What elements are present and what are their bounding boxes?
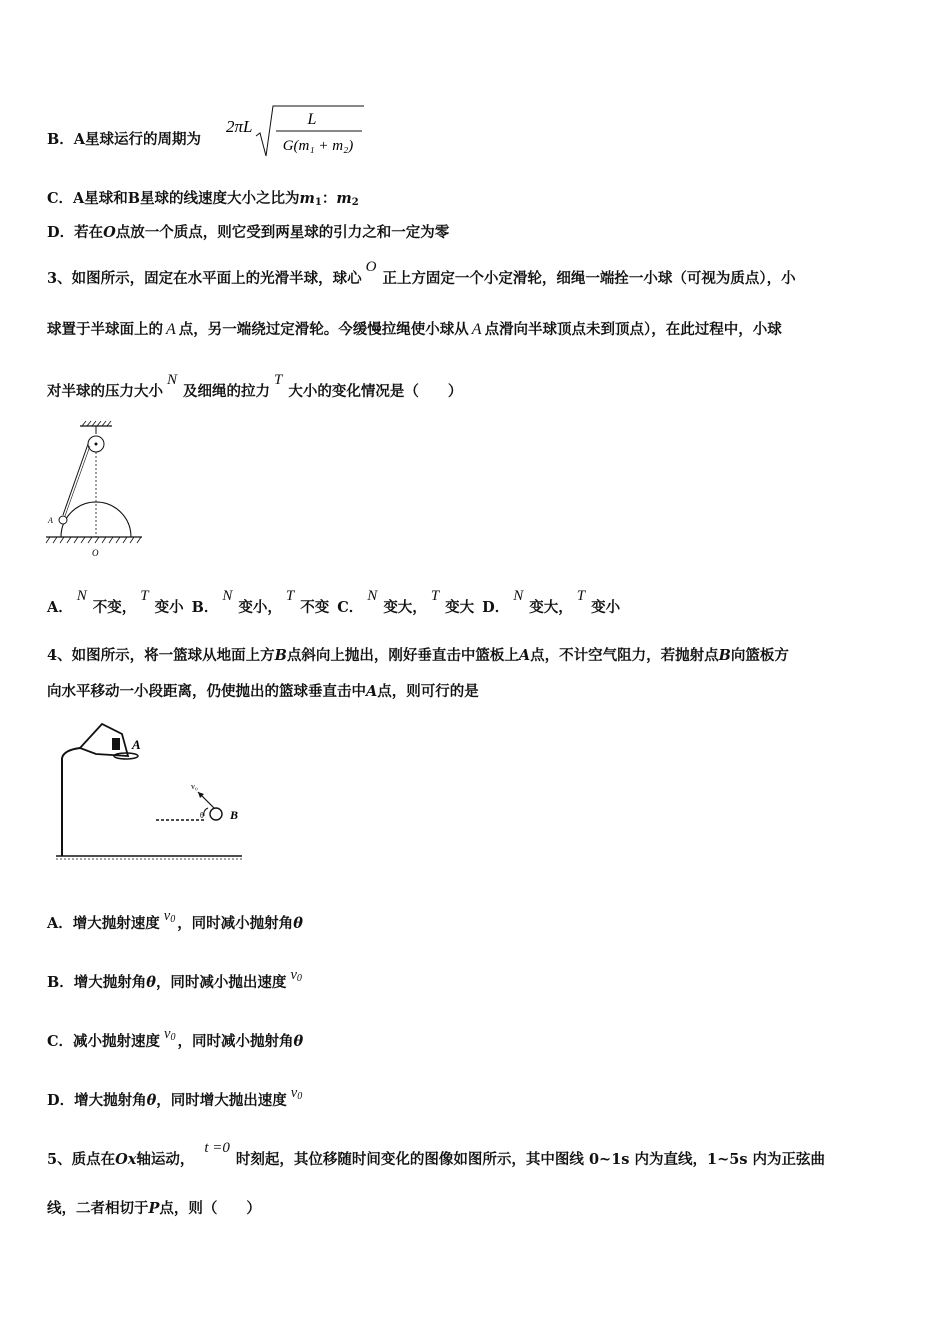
option-b-label: B．A星球运行的周期为 [47,131,202,148]
mass-2: m [336,190,352,207]
q3-hemisphere-figure [44,420,148,560]
option-c-q2 [47,187,359,208]
q4-basketball-figure [46,716,246,866]
option-d-q2 [47,221,449,242]
q4-line-1: 4、如图所示，将一篮球从地面上方B点斜向上抛出，刚好垂直击中篮板上A点，不计空气阻力，若抛射点B向篮板方 [47,647,789,664]
q4-option-a: A．增大抛射速度 $v_0$ ，同时减小抛射角θ [47,908,303,932]
q3-line2-mid: 点，另一端绕过定滑轮。今缓慢拉绳使小球从 [178,321,469,338]
q4-fig-v0: v₀ [191,782,198,791]
q4-line-2: 向水平移动一小段距离，仍使抛出的篮球垂直击中A点，则可行的是 [47,683,479,700]
q3-var-t: T [274,372,283,388]
q3-line2-pre: 球置于半球面上的 [47,321,163,338]
q5-line-1: 5、质点在Ox轴运动，t =0时刻起，其位移随时间变化的图像如图所示，其中图线 0~1s 内为直线，1~5s 内为正弦曲 [47,1140,826,1168]
q3-var-a1: A [166,321,176,338]
q3-option-b: B．N变小，T不变 [191,588,330,616]
option-d-pre: D．若在 [47,224,104,241]
q3-option-c: C．N变大，T变大 [337,588,475,616]
q3-var-n: N [167,372,178,388]
q3-option-d: D．N变大，T变小 [482,588,621,616]
period-formula [226,100,366,160]
small-ball [59,516,67,524]
option-b-q2 [47,128,201,149]
q3-line-2 [47,318,782,339]
q3-var-o: O [365,259,377,275]
q3-line-3 [47,372,463,401]
formula-numerator: L [307,111,317,128]
q4-fig-theta: θ [200,811,204,820]
option-c-text: C．A星球和B星球的线速度大小之比为 [47,190,300,207]
basketball [210,808,222,820]
q3-fig-label-o: O [92,548,99,558]
q4-option-c: C．减小抛射速度 $v_0$ ，同时减小抛射角θ [47,1026,304,1050]
ratio-sep: ： [321,190,337,207]
formula-denominator: G(m₁ + m₂) [282,138,354,154]
backboard [80,724,128,756]
q4-option-d: D．增大抛射角θ，同时增大抛出速度 $v_0$ [47,1085,303,1109]
mass-1-sub: 1 [314,197,322,208]
q3-line3-post: 大小的变化情况是（ ） [288,383,463,400]
q3-option-a: A．N不变，T变小 [47,588,184,616]
q4-fig-label-a: A [132,737,141,752]
q3-var-a2: A [471,321,482,338]
q3-line1-pre: 3、如图所示，固定在水平面上的光滑半球，球心 [47,270,362,287]
option-d-post: 点放一个质点，则它受到两星球的引力之和一定为零 [115,224,450,241]
q3-fig-label-a: A [48,516,53,525]
point-o: O [103,224,116,241]
q4-option-b: B．增大抛射角θ，同时减小抛出速度 $v_0$ [47,967,302,991]
q5-line-2: 线，二者相切于P点，则（ ） [47,1200,261,1217]
q3-options [47,588,621,617]
formula-prefix: 2πL [226,117,253,136]
mass-2-sub: 2 [351,197,359,208]
q3-line-1 [47,259,796,288]
q3-line1-post: 正上方固定一个小定滑轮，细绳一端拴一小球（可视为质点），小 [382,270,796,287]
hemisphere [61,502,131,537]
q3-line3-pre: 对半球的压力大小 [47,383,163,400]
q4-fig-label-b: B [230,808,239,822]
q3-line3-mid: 及细绳的拉力 [183,383,271,400]
mass-1: m [299,190,315,207]
q3-line2-post: 点滑向半球顶点未到顶点），在此过程中，小球 [484,321,782,338]
